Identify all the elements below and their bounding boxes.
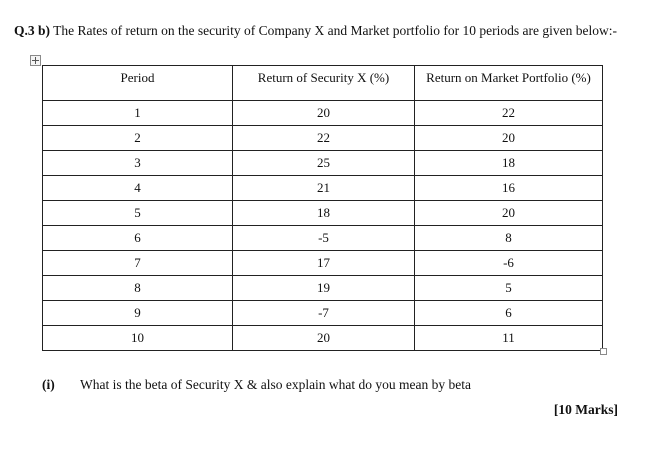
- cell-security-return: 21: [233, 176, 415, 201]
- question-number: Q.3 b): [14, 23, 51, 38]
- cell-market-return: -6: [415, 251, 603, 276]
- table-row: [43, 151, 603, 176]
- header-return-security-x: Return of Security X (%): [233, 66, 415, 101]
- table-move-handle-icon[interactable]: [30, 55, 41, 66]
- table-row: [43, 226, 603, 251]
- cell-period: 7: [43, 251, 233, 276]
- cell-period: 8: [43, 276, 233, 301]
- cell-period: 1: [43, 101, 233, 126]
- returns-table: [42, 65, 603, 351]
- cell-period: 2: [43, 126, 233, 151]
- table-row: [43, 201, 603, 226]
- sub-question-label: (i): [42, 377, 55, 392]
- cell-security-return: 18: [233, 201, 415, 226]
- table-row: [43, 301, 603, 326]
- cell-market-return: 5: [415, 276, 603, 301]
- header-return-market-portfolio: Return on Market Portfolio (%): [415, 66, 603, 101]
- cell-security-return: 22: [233, 126, 415, 151]
- table-row: [43, 326, 603, 351]
- question-text: [14, 22, 639, 39]
- cell-market-return: 20: [415, 201, 603, 226]
- cell-period: 4: [43, 176, 233, 201]
- header-period: Period: [43, 66, 233, 101]
- cell-period: 9: [43, 301, 233, 326]
- marks-label: [10 Marks]: [553, 402, 618, 417]
- table-row: [43, 276, 603, 301]
- table-row: [43, 126, 603, 151]
- cell-period: 6: [43, 226, 233, 251]
- cell-period: 5: [43, 201, 233, 226]
- cell-security-return: -5: [233, 226, 415, 251]
- cell-security-return: 20: [233, 101, 415, 126]
- cell-security-return: -7: [233, 301, 415, 326]
- cell-market-return: 18: [415, 151, 603, 176]
- cell-period: 3: [43, 151, 233, 176]
- cell-period: 10: [43, 326, 233, 351]
- cell-market-return: 16: [415, 176, 603, 201]
- cell-market-return: 6: [415, 301, 603, 326]
- cell-security-return: 19: [233, 276, 415, 301]
- cell-market-return: 20: [415, 126, 603, 151]
- table-resize-handle-icon[interactable]: [600, 348, 607, 355]
- cell-market-return: 11: [415, 326, 603, 351]
- question-body: The Rates of return on the security of Company X and Market portfolio for 10 periods are given below:-: [53, 23, 617, 38]
- table-header-row: [43, 66, 603, 101]
- cell-security-return: 17: [233, 251, 415, 276]
- table-row: [43, 176, 603, 201]
- cell-market-return: 22: [415, 101, 603, 126]
- cell-security-return: 25: [233, 151, 415, 176]
- sub-question-text: What is the beta of Security X & also explain what do you mean by beta: [80, 377, 472, 392]
- table-row: [43, 251, 603, 276]
- cell-market-return: 8: [415, 226, 603, 251]
- cell-security-return: 20: [233, 326, 415, 351]
- table-row: [43, 101, 603, 126]
